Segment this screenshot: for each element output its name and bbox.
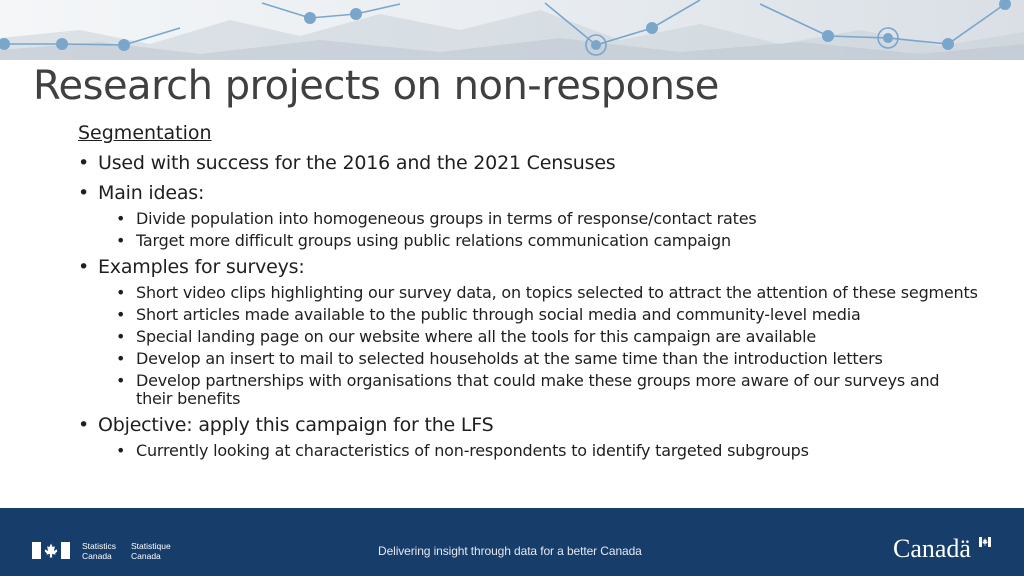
- sub-list-wrapper: [78, 442, 978, 460]
- sub-bullet-glyph: •: [116, 283, 126, 302]
- bullet-text: Used with success for the 2016 and the 2021 Censuses: [98, 152, 616, 174]
- sub-bullet-glyph: •: [116, 371, 126, 390]
- sub-bullet-glyph: •: [116, 327, 126, 346]
- sub-bullet-item: [78, 232, 978, 250]
- sub-bullet-text: Short video clips highlighting our survey data, on topics selected to attract the attention of these segments: [136, 283, 978, 302]
- bullet-item-main-ideas: [78, 180, 978, 207]
- sub-bullet-item: [78, 442, 978, 460]
- sub-bullet-item: [78, 372, 978, 408]
- bullet-text: Objective: apply this campaign for the LFS: [98, 414, 494, 436]
- bullet-glyph: •: [78, 152, 90, 174]
- section-heading: Segmentation: [78, 122, 212, 144]
- sub-bullet-list: [78, 284, 978, 408]
- sub-list-wrapper: [78, 284, 978, 408]
- bullet-glyph: •: [78, 182, 90, 204]
- slide-title: Research projects on non-response: [33, 63, 719, 109]
- sub-bullet-glyph: •: [116, 441, 126, 460]
- sub-bullet-item: [78, 306, 978, 324]
- bullet-item-examples: [78, 254, 978, 281]
- dept-fr-line1: Statistique: [131, 541, 171, 551]
- dept-en-line2: Canada: [82, 551, 112, 561]
- dept-fr-line2: Canada: [131, 551, 161, 561]
- sub-bullet-text: Develop partnerships with organisations that could make these groups more aware of our surveys and their benefits: [136, 371, 940, 408]
- footer-tagline: Delivering insight through data for a better Canada: [378, 544, 642, 558]
- sub-bullet-glyph: •: [116, 349, 126, 368]
- bullet-glyph: •: [78, 414, 90, 436]
- sub-bullet-text: Currently looking at characteristics of non-respondents to identify targeted subgroups: [136, 441, 809, 460]
- wordmark-flag-icon: [979, 537, 991, 547]
- sub-bullet-text: Short articles made available to the public through social media and community-level media: [136, 305, 861, 324]
- dept-en-line1: Statistics: [82, 541, 117, 551]
- sub-bullet-list: [78, 210, 978, 250]
- sub-bullet-text: Divide population into homogeneous groups in terms of response/contact rates: [136, 209, 757, 228]
- sub-bullet-text: Target more difficult groups using public relations communication campaign: [136, 231, 731, 250]
- sub-bullet-text: Special landing page on our website where all the tools for this campaign are available: [136, 327, 817, 346]
- bullet-glyph: •: [78, 256, 90, 278]
- sub-bullet-item: [78, 210, 978, 228]
- sub-bullet-glyph: •: [116, 305, 126, 324]
- sub-bullet-item: [78, 350, 978, 368]
- canada-flag-icon: [32, 542, 70, 559]
- slide-content: [78, 120, 978, 464]
- dept-name-fr: [131, 541, 171, 561]
- bullet-item-objective: [78, 412, 978, 439]
- sub-bullet-item: [78, 328, 978, 346]
- sub-bullet-glyph: •: [116, 209, 126, 228]
- bullet-text: Main ideas:: [98, 182, 205, 204]
- canada-wordmark: Canadä: [893, 534, 971, 563]
- decorative-network-banner: [0, 0, 1024, 60]
- bullet-text: Examples for surveys:: [98, 256, 305, 278]
- dept-name-en: [82, 541, 116, 561]
- sub-bullet-list: [78, 442, 978, 460]
- sub-list-wrapper: [78, 210, 978, 250]
- bullet-item-censuses: [78, 150, 978, 177]
- bullet-list: [78, 150, 978, 460]
- sub-bullet-item: [78, 284, 978, 302]
- sub-bullet-text: Develop an insert to mail to selected households at the same time than the introduction letters: [136, 349, 883, 368]
- footer-bar: [0, 508, 1024, 576]
- sub-bullet-glyph: •: [116, 231, 126, 250]
